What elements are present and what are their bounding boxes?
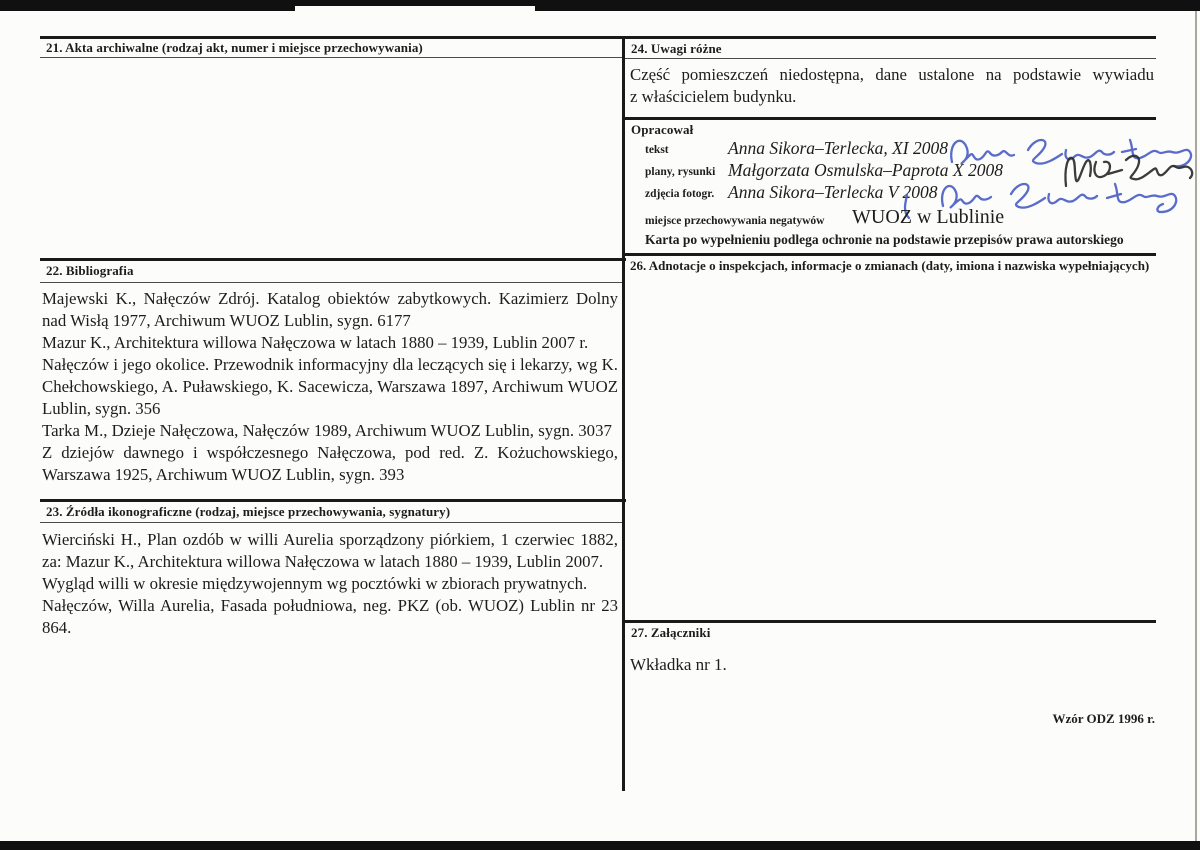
section-27-top-border — [622, 620, 1156, 623]
remarks-line: z właścicielem budynku. — [630, 87, 797, 106]
section-23-header: 23. Źródła ikonograficzne (rodzaj, miejsce przechowywania, sygnatury) — [46, 504, 451, 519]
page-right-edge-line — [1195, 11, 1197, 841]
copyright-note: Karta po wypełnieniu podlega ochronie na podstawie przepisów prawa autorskiego — [645, 232, 1124, 247]
opracowal-row-value: Anna Sikora–Terlecka V 2008 — [728, 182, 938, 202]
section-22-top-border — [40, 258, 626, 261]
iconographic-source-entry: Wierciński H., Plan ozdób w willi Aurelia sporządzony piórkiem, 1 czerwiec 1882, za: Mazur K., Architektura willowa Nałęczowa w latach 1880 – 1939, Lublin 2007. — [42, 530, 618, 571]
opracowal-row-label: zdjęcia fotogr. — [645, 188, 715, 200]
scan-top-edge — [0, 0, 1200, 11]
opracowal-row-value: Anna Sikora–Terlecka, XI 2008 — [728, 138, 949, 158]
section-26-header: 26. Adnotacje o inspekcjach, informacje o zmianach (daty, imiona i nazwiska wypełniających) — [630, 258, 1150, 273]
section-21-header-rule — [40, 57, 622, 58]
scan-top-edge-notch — [295, 6, 535, 11]
signature-plans-author — [1058, 148, 1198, 196]
bibliography-entry: Majewski K., Nałęczów Zdrój. Katalog obiektów zabytkowych. Kazimierz Dolny nad Wisłą 1977, Archiwum WUOZ Lublin, sygn. 6177 — [42, 289, 618, 330]
section-27-header: 27. Załączniki — [631, 625, 711, 640]
bibliography-entry: Z dziejów dawnego i współczesnego Nałęczowa, pod red. Z. Kożuchowskiego, Warszawa 1925, Archiwum WUOZ Lublin, sygn. 393 — [42, 443, 618, 484]
iconographic-source-entry: Wygląd willi w okresie międzywojennym wg pocztówki w zbiorach prywatnych. — [42, 574, 588, 593]
opracowal-header: Opracował — [631, 122, 694, 137]
section-23-top-border — [40, 499, 626, 502]
bibliography-entry: Tarka M., Dzieje Nałęczowa, Nałęczów 1989, Archiwum WUOZ Lublin, sygn. 3037 — [42, 421, 612, 440]
section-24-header-rule — [625, 58, 1156, 59]
opracowal-row-label: tekst — [645, 144, 669, 156]
section-23-header-rule — [40, 522, 622, 523]
opracowal-top-border — [622, 117, 1156, 120]
section-26-top-border — [622, 253, 1156, 256]
opracowal-row-label: plany, rysunki — [645, 166, 716, 178]
opracowal-row-value: Małgorzata Osmulska–Paprota X 2008 — [728, 160, 1003, 180]
table-top-border — [40, 36, 1156, 39]
section-23-body — [42, 529, 618, 639]
section-24-body — [630, 64, 1154, 108]
negatives-location-label: miejsce przechowywania negatywów — [645, 215, 825, 227]
bibliography-entry: Mazur K., Architektura willowa Nałęczowa w latach 1880 – 1939, Lublin 2007 r. — [42, 333, 589, 352]
section-24-header: 24. Uwagi różne — [631, 41, 722, 56]
section-22-body — [42, 288, 618, 486]
section-21-header: 21. Akta archiwalne (rodzaj akt, numer i miejsce przechowywania) — [46, 40, 423, 55]
section-22-header: 22. Bibliografia — [46, 263, 134, 278]
scan-bottom-edge — [0, 841, 1200, 850]
section-22-header-rule — [40, 282, 622, 283]
bibliography-entry: Nałęczów i jego okolice. Przewodnik informacyjny dla leczących się i lekarzy, wg K. Chełchowskiego, A. Puławskiego, K. Sacewicza, Warszawa 1897, Archiwum WUOZ Lublin, sygn. 356 — [42, 355, 618, 418]
column-divider — [622, 36, 625, 791]
negatives-location-value: WUOZ w Lublinie — [852, 206, 1005, 228]
remarks-line: Część pomieszczeń niedostępna, dane ustalone na podstawie wywiadu — [630, 65, 1154, 84]
section-27-body: Wkładka nr 1. — [630, 655, 727, 674]
iconographic-source-entry: Nałęczów, Willa Aurelia, Fasada południowa, neg. PKZ (ob. WUOZ) Lublin nr 23 864. — [42, 596, 618, 637]
form-template-note: Wzór ODZ 1996 r. — [1052, 711, 1155, 726]
